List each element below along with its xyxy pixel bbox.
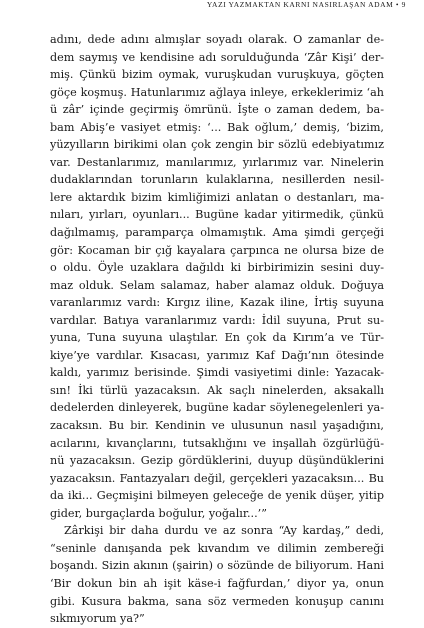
text-line: varanlarımız vardı: Kırgız iline, Kazak iline, İrtiş suyuna <box>50 296 384 310</box>
text-line: ü zâr’ içinde geçirmiş ömrünü. İşte o zaman dedem, ba- <box>50 103 384 117</box>
text-line: göçe koşmuş. Hatunlarımız ağlaya inleye, erkeklerimiz ‘ah <box>50 85 384 99</box>
text-line: Zârkişi bir daha durdu ve az sonra “Ay kardaş,” dedi, <box>64 524 384 538</box>
text-line: da iki... Geçmişini bilmeyen geleceğe de yenik düşer, yitip <box>50 489 384 503</box>
text-line: sın! İki türlü yazacaksın. Ak saçlı ninelerden, aksakallı <box>50 383 384 397</box>
text-line: ‘Bir dokun bin ah işit käse-i fağfurdan,’ diyor ya, onun <box>50 576 384 590</box>
running-title: YAZI YAZMAKTAN KARNI NASIRLAŞAN ADAM <box>206 0 394 9</box>
text-line: zacaksın. Bu bir. Kendinin ve ulusunun nasıl yaşadığını, <box>50 419 384 433</box>
text-line: nıları, yırları, oyunları... Bugüne kadar yitirmedik, çünkü <box>50 208 384 222</box>
text-line: bam Abiş’e vasiyet etmiş: ‘... Bak oğlum,’ demiş, ‘bizim, <box>50 120 384 134</box>
running-header <box>76 0 406 10</box>
text-line: miş. Çünkü bizim oymak, vuruşkudan vuruşkuya, göçten <box>50 68 384 82</box>
text-line: maz olduk. Selam salamaz, haber alamaz olduk. Doğuya <box>50 278 384 292</box>
page-number: 9 <box>401 0 406 9</box>
text-line: dağılmamış, paramparça olmamıştık. Ama şimdi gerçeği <box>50 226 384 240</box>
text-line: nü yazacaksın. Gezip gördüklerini, duyup düşündüklerini <box>50 454 384 468</box>
text-line: dem saymış ve kendisine adı sorulduğunda ‘Zâr Kişi’ der- <box>50 50 384 64</box>
text-line: acılarını, kıvançlarını, tutsaklığını ve inşallah özgürlüğü- <box>50 436 384 450</box>
text-line: o oldu. Öyle uzaklara dağıldı ki birbirimizin sesini duy- <box>50 261 384 275</box>
text-line: lere aktardık bizim kimliğimizi anlatan o destanları, ma- <box>50 190 384 204</box>
text-line: dedelerden dinleyerek, bugüne kadar söylenegelenleri ya- <box>50 401 384 415</box>
text-line: yuna, Tuna suyuna ulaştılar. En çok da Kırım’a ve Tür- <box>50 331 384 345</box>
text-line: gibi. Kusura bakma, sana söz vermeden konuşup canını <box>50 594 384 608</box>
text-line: dudaklarından torunların kulaklarına, nesillerden nesil- <box>50 173 384 187</box>
page-body <box>50 31 384 628</box>
text-line: kaldı, yarımız berisinde. Şimdi vasiyetimi dinle: Yazacak- <box>50 366 384 380</box>
text-line: yazacaksın. Fantazyaları değil, gerçekleri yazacaksın... Bu <box>50 471 384 485</box>
header-separator: • <box>395 0 400 9</box>
text-line: gider, burgaçlarda boğulur, yoğalır...’” <box>50 506 267 520</box>
text-line: vardılar. Batıya varanlarımız vardı: İdil suyuna, Prut su- <box>50 313 384 327</box>
text-line: boşandı. Sizin akının (şairin) o sözünde de biliyorum. Hani <box>50 559 384 573</box>
text-line: gör: Kocaman bir çığ kayalara çarpınca ne olursa bize de <box>50 243 384 257</box>
text-line: yüzyılların birikimi olan çok zengin bir sözlü edebiyatımız <box>50 138 384 152</box>
text-line: kiye’ye vardılar. Kısacası, yarımız Kaf Dağı’nın ötesinde <box>50 348 384 362</box>
text-line: adını, dede adını almışlar soyadı olarak. O zamanlar de- <box>50 33 384 46</box>
text-line: var. Destanlarımız, manılarımız, yırlarımız var. Ninelerin <box>50 155 384 169</box>
text-line: “seninle danışanda pek kıvandım ve dilimin zembereği <box>50 541 384 555</box>
text-line: sıkmıyorum ya?” <box>50 612 145 626</box>
